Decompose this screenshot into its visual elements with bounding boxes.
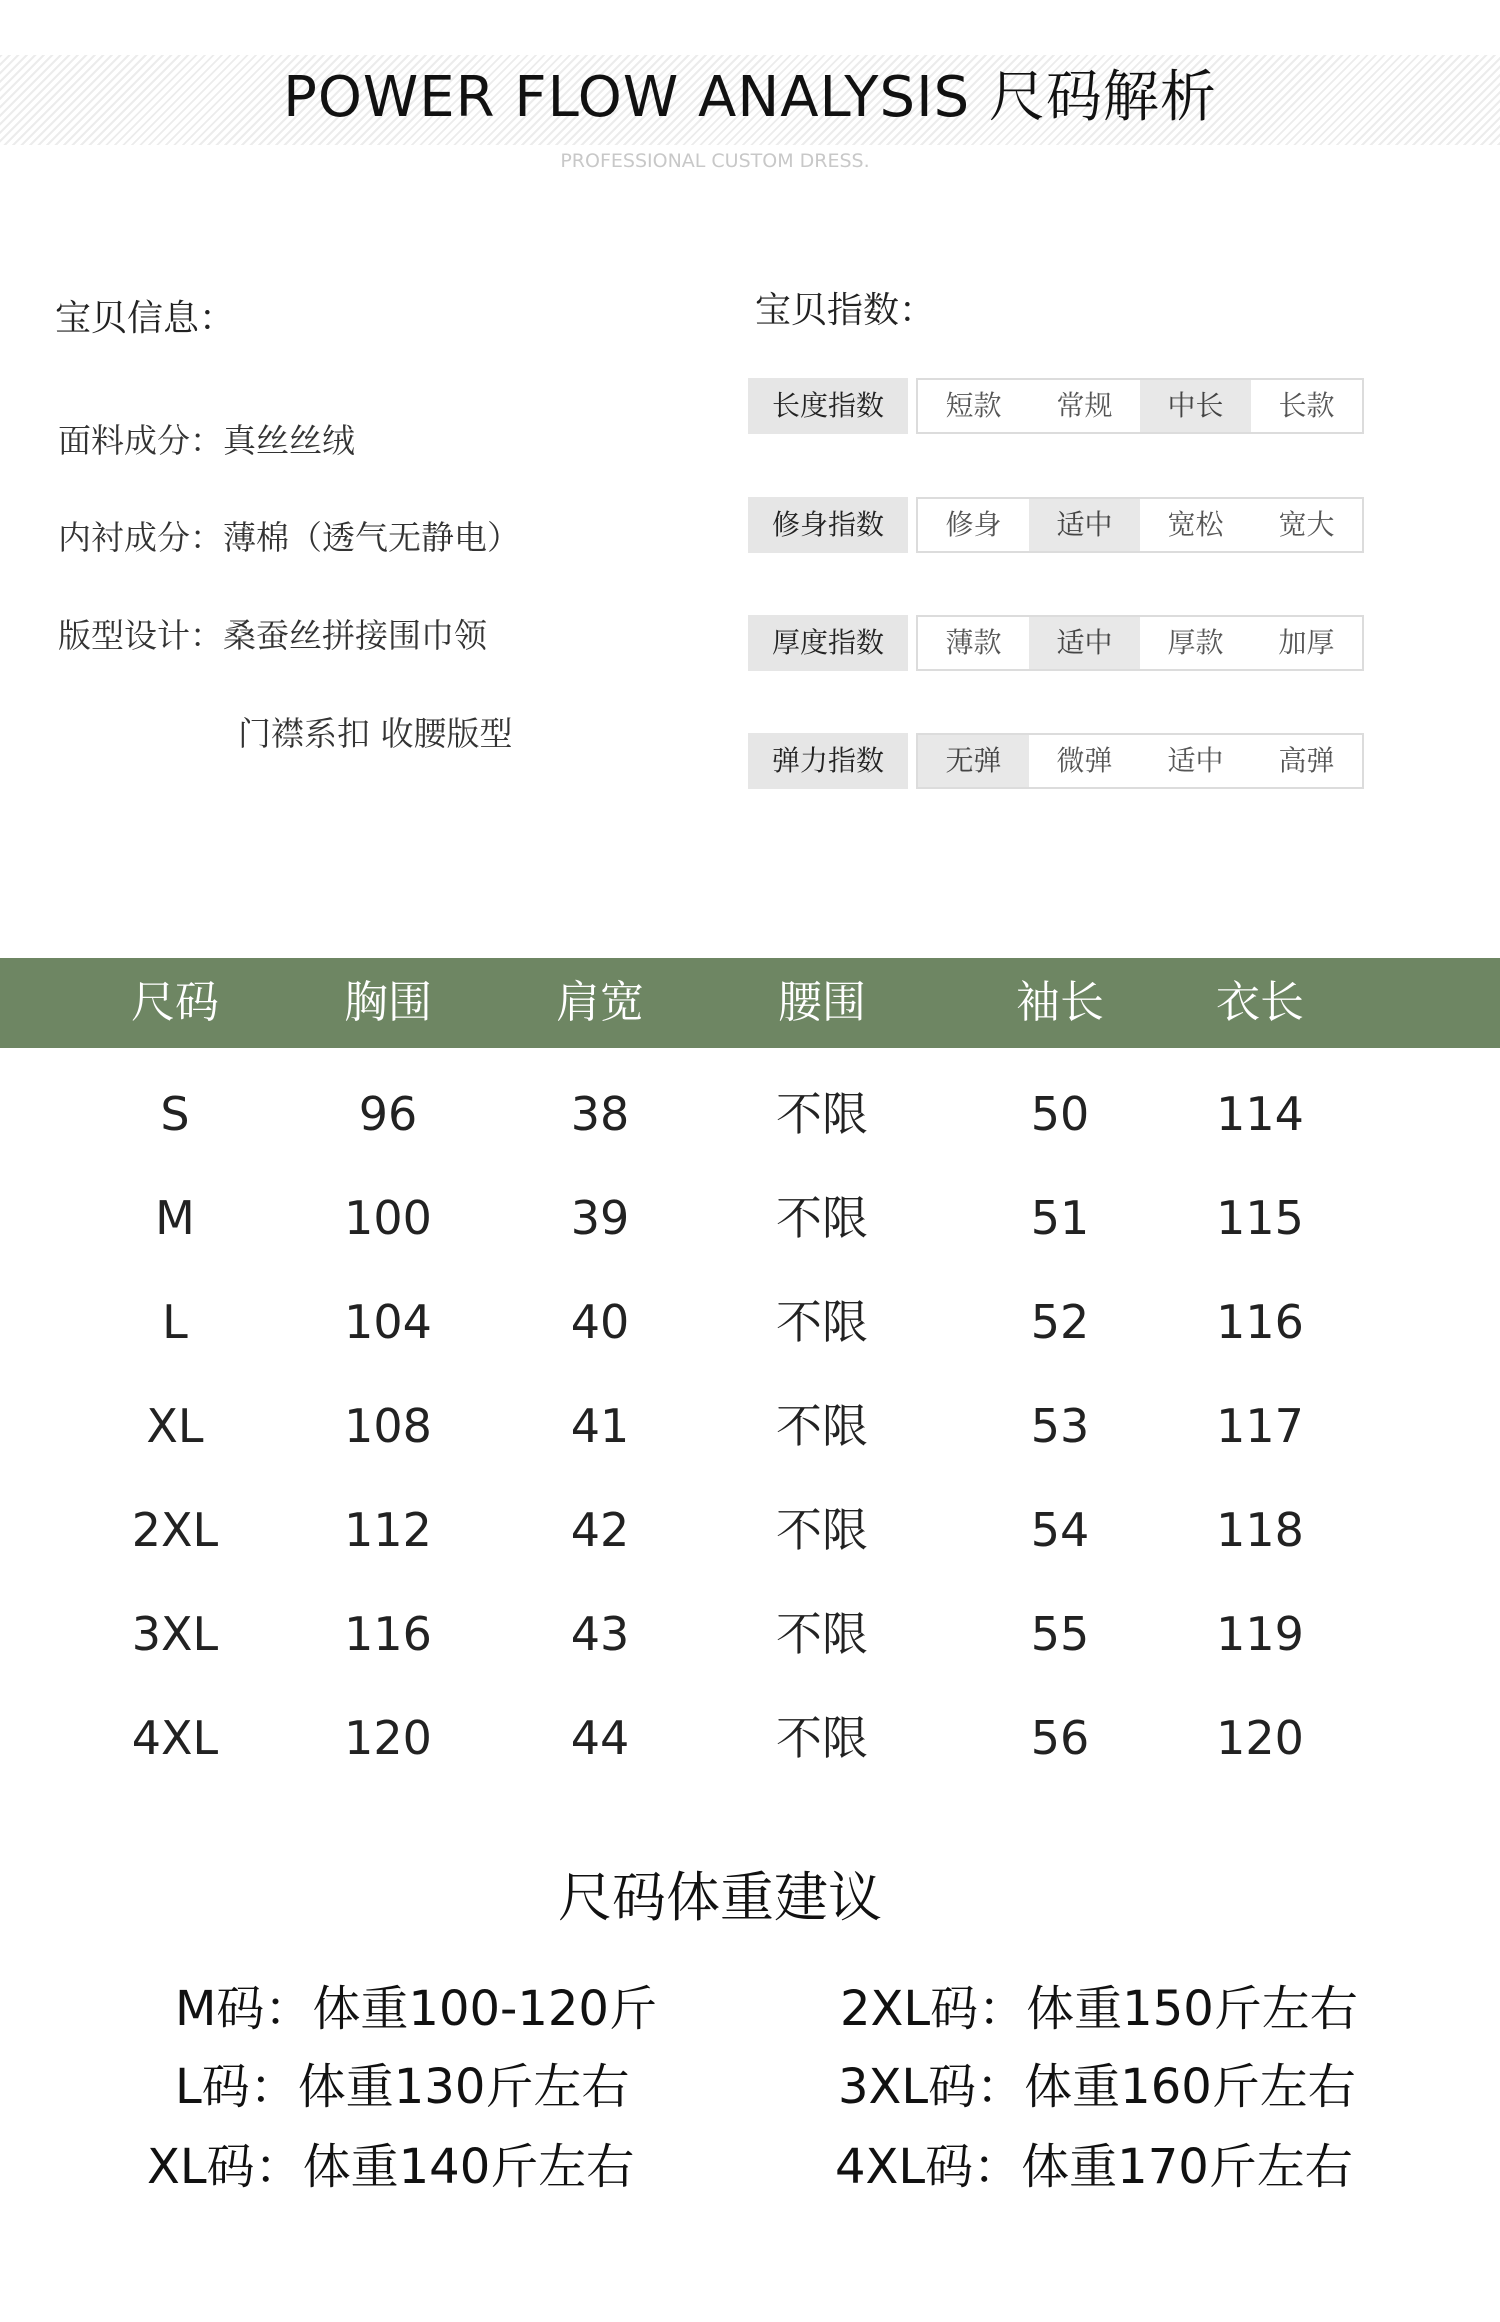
cell-waist: 不限 xyxy=(776,1503,868,1557)
index-option: 宽大 xyxy=(1278,508,1335,541)
cell-size: 3XL xyxy=(131,1607,219,1661)
index-label: 厚度指数 xyxy=(748,615,908,671)
index-label: 修身指数 xyxy=(748,497,908,553)
index-option-selected: 适中 xyxy=(1029,499,1140,551)
cell-waist: 不限 xyxy=(776,1087,868,1141)
index-option: 高弹 xyxy=(1278,744,1335,777)
cell-size: S xyxy=(160,1087,190,1141)
table-row xyxy=(0,1478,1500,1582)
index-option: 宽松 xyxy=(1167,508,1224,541)
header-waist: 腰围 xyxy=(778,977,866,1028)
index-label: 长度指数 xyxy=(748,378,908,434)
table-row xyxy=(0,1270,1500,1374)
info-heading: 宝贝信息： xyxy=(55,298,236,339)
recommend-left-2: L码：体重130斤左右 xyxy=(175,2059,630,2115)
cell-waist: 不限 xyxy=(776,1295,868,1349)
header-sleeve: 袖长 xyxy=(1016,977,1104,1028)
cell-length: 117 xyxy=(1216,1399,1304,1453)
cell-size: L xyxy=(162,1295,188,1349)
index-option: 短款 xyxy=(945,389,1002,422)
recommend-left-3: XL码：体重140斤左右 xyxy=(147,2139,635,2195)
cell-sleeve: 52 xyxy=(1030,1295,1090,1349)
index-label: 弹力指数 xyxy=(748,733,908,789)
header-shoulder: 肩宽 xyxy=(556,977,644,1028)
index-option: 薄款 xyxy=(945,626,1002,659)
index-option: 修身 xyxy=(945,508,1002,541)
info-design-continued: 门襟系扣 收腰版型 xyxy=(238,714,513,753)
cell-sleeve: 53 xyxy=(1030,1399,1090,1453)
table-row xyxy=(0,1582,1500,1686)
cell-waist: 不限 xyxy=(776,1191,868,1245)
recommend-right-2: 3XL码：体重160斤左右 xyxy=(838,2059,1356,2115)
cell-sleeve: 55 xyxy=(1030,1607,1090,1661)
cell-sleeve: 50 xyxy=(1030,1087,1090,1141)
index-option-selected: 无弹 xyxy=(918,735,1029,787)
indices-heading: 宝贝指数： xyxy=(755,290,936,331)
cell-waist: 不限 xyxy=(776,1711,868,1765)
cell-chest: 108 xyxy=(344,1399,432,1453)
header-size: 尺码 xyxy=(131,977,219,1028)
header-length: 衣长 xyxy=(1216,977,1304,1028)
cell-size: XL xyxy=(146,1399,204,1453)
header-chest: 胸围 xyxy=(344,977,432,1028)
cell-sleeve: 54 xyxy=(1030,1503,1090,1557)
recommend-right-1: 2XL码：体重150斤左右 xyxy=(840,1981,1358,2037)
cell-shoulder: 40 xyxy=(570,1295,630,1349)
cell-length: 120 xyxy=(1216,1711,1304,1765)
cell-chest: 96 xyxy=(358,1087,418,1141)
page-subtitle: PROFESSIONAL CUSTOM DRESS. xyxy=(560,150,870,172)
recommend-title: 尺码体重建议 xyxy=(558,1866,882,1929)
index-options xyxy=(916,378,1364,434)
cell-size: 4XL xyxy=(131,1711,219,1765)
cell-length: 118 xyxy=(1216,1503,1304,1557)
index-option: 长款 xyxy=(1278,389,1335,422)
cell-length: 116 xyxy=(1216,1295,1304,1349)
cell-shoulder: 44 xyxy=(570,1711,630,1765)
index-option: 常规 xyxy=(1056,389,1113,422)
cell-shoulder: 39 xyxy=(570,1191,630,1245)
cell-size: M xyxy=(155,1191,195,1245)
cell-chest: 112 xyxy=(344,1503,432,1557)
cell-shoulder: 41 xyxy=(570,1399,630,1453)
page-title: POWER FLOW ANALYSIS 尺码解析 xyxy=(283,65,1217,130)
cell-chest: 116 xyxy=(344,1607,432,1661)
cell-shoulder: 42 xyxy=(570,1503,630,1557)
size-table-header xyxy=(0,958,1500,1048)
index-options xyxy=(916,733,1364,789)
info-design: 版型设计：桑蚕丝拼接围巾领 xyxy=(58,616,487,655)
cell-length: 115 xyxy=(1216,1191,1304,1245)
cell-chest: 104 xyxy=(344,1295,432,1349)
cell-shoulder: 43 xyxy=(570,1607,630,1661)
cell-length: 119 xyxy=(1216,1607,1304,1661)
cell-waist: 不限 xyxy=(776,1399,868,1453)
cell-shoulder: 38 xyxy=(570,1087,630,1141)
index-options xyxy=(916,615,1364,671)
cell-sleeve: 51 xyxy=(1030,1191,1090,1245)
cell-sleeve: 56 xyxy=(1030,1711,1090,1765)
cell-chest: 120 xyxy=(344,1711,432,1765)
cell-waist: 不限 xyxy=(776,1607,868,1661)
table-row xyxy=(0,1374,1500,1478)
index-option: 厚款 xyxy=(1167,626,1224,659)
table-row xyxy=(0,1166,1500,1270)
recommend-right-3: 4XL码：体重170斤左右 xyxy=(835,2139,1353,2195)
index-option-selected: 中长 xyxy=(1140,380,1251,432)
info-lining: 内衬成分：薄棉（透气无静电） xyxy=(58,518,520,557)
index-option: 加厚 xyxy=(1278,626,1335,659)
table-row xyxy=(0,1062,1500,1166)
cell-size: 2XL xyxy=(131,1503,219,1557)
index-options xyxy=(916,497,1364,553)
recommend-left-1: M码：体重100-120斤 xyxy=(175,1981,657,2037)
index-option: 微弹 xyxy=(1056,744,1113,777)
info-fabric: 面料成分：真丝丝绒 xyxy=(58,421,355,460)
index-option: 适中 xyxy=(1167,744,1224,777)
cell-chest: 100 xyxy=(344,1191,432,1245)
cell-length: 114 xyxy=(1216,1087,1304,1141)
index-option-selected: 适中 xyxy=(1029,617,1140,669)
table-row xyxy=(0,1686,1500,1790)
